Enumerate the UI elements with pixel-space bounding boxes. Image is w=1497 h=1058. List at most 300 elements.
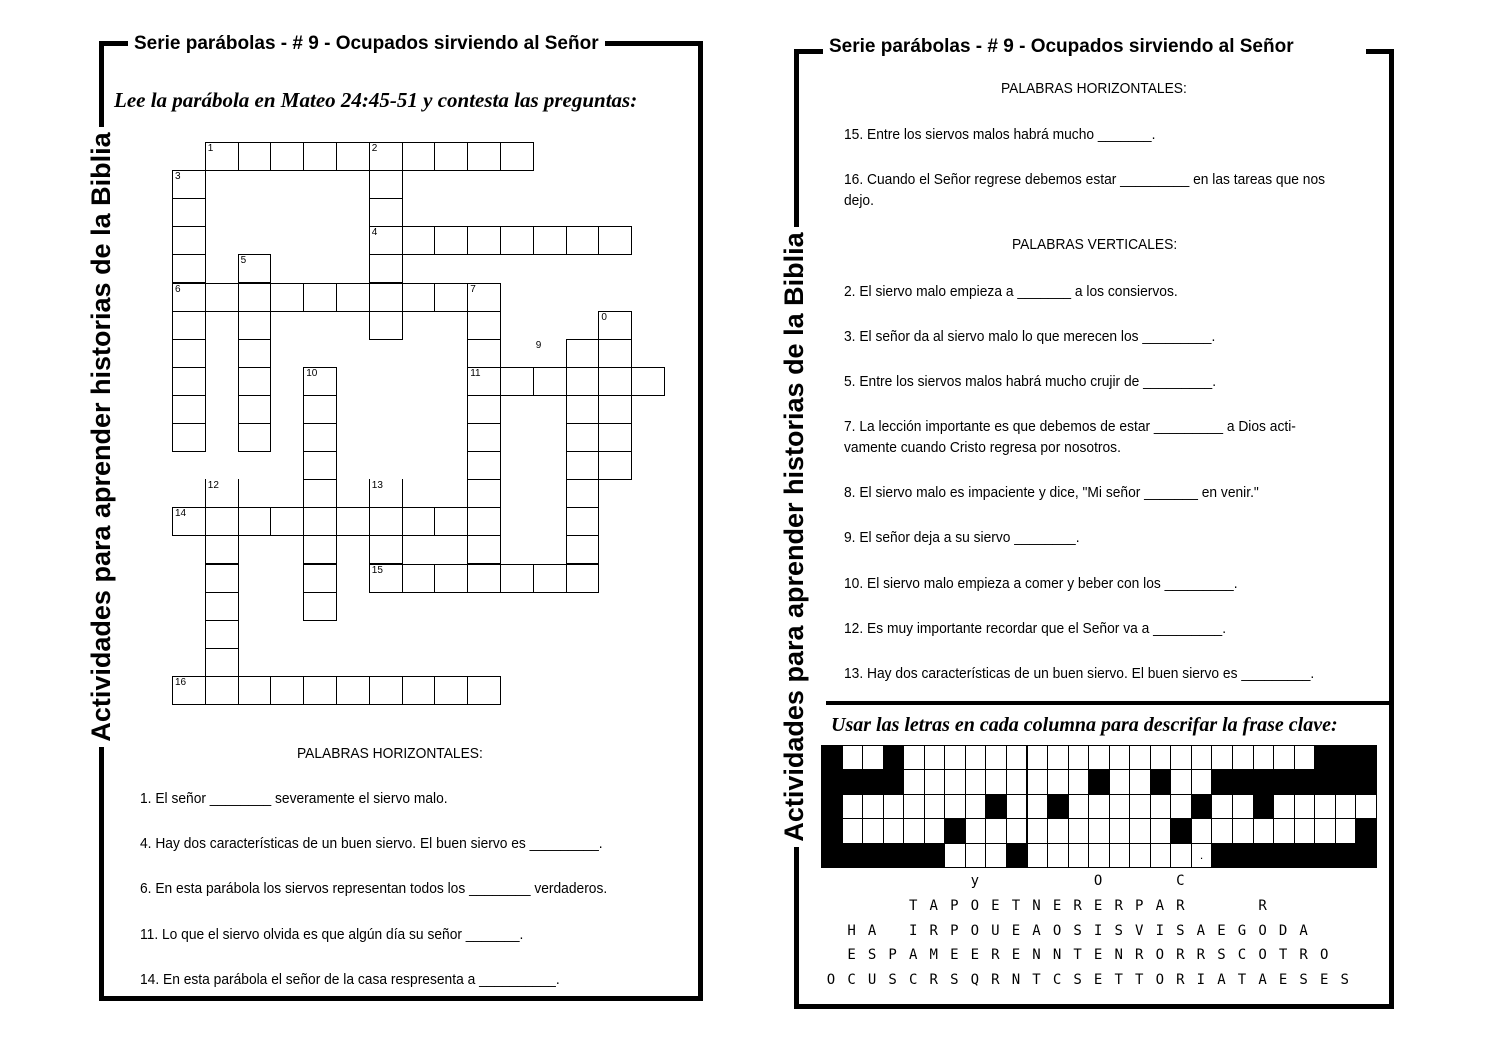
quote-grid-black-cell [1273,769,1295,794]
crossword-cell[interactable] [369,676,403,705]
quote-grid-cell[interactable] [965,745,987,770]
clue-h11: 11. Lo que el siervo olvida es que algún día su señor _______. [140,926,524,943]
quote-grid-black-cell [862,769,884,794]
quote-grid-cell[interactable] [1068,818,1090,843]
quote-grid-cell[interactable] [1232,818,1254,843]
quote-grid-black-cell [1355,818,1377,843]
crossword-cell[interactable] [303,535,337,564]
quote-grid-cell[interactable] [1088,818,1110,843]
quote-grid-cell[interactable] [1109,818,1131,843]
crossword-cell[interactable] [369,311,403,340]
crossword-number: 9 [535,339,542,351]
clue-v7: 7. La lección importante es que debemos de estar _________ a Dios acti- [844,418,1296,435]
column-letter: T [1135,972,1144,988]
crossword-cell[interactable] [172,198,206,227]
crossword-cell[interactable] [172,311,206,340]
quote-grid-black-cell [842,843,864,868]
quote-grid-cell[interactable] [924,794,946,819]
column-letter: E [847,947,856,963]
clue-v10: 10. El siervo malo empieza a comer y beber con los _________. [844,575,1238,592]
crossword-cell[interactable] [598,451,632,480]
crossword-cell[interactable] [238,676,272,705]
column-letter: O [1093,873,1103,889]
column-letter: R [1258,898,1267,914]
left-instruction: Lee la parábola en Mateo 24:45-51 y contesta las preguntas: [114,88,638,112]
quote-grid-cell[interactable] [903,745,925,770]
clue-v7-cont: vamente cuando Cristo regresa por nosotros. [844,439,1121,456]
quote-grid-cell[interactable] [1006,769,1028,794]
column-letter: S [867,947,877,963]
quote-grid-black-cell [1047,794,1069,819]
crossword-cell[interactable] [598,339,632,368]
left-series-title: Serie parábolas - # 9 - Ocupados sirviendo al Señor [128,32,605,56]
quote-grid-black-cell [1314,769,1336,794]
crossword-cell[interactable] [336,142,370,171]
crossword-number: 1 [207,143,214,154]
crossword-cell[interactable] [303,564,337,593]
crossword-cell[interactable] [598,423,632,452]
crossword-cell[interactable] [238,283,272,312]
crossword-cell[interactable] [205,592,239,621]
quote-grid-cell[interactable] [1047,818,1069,843]
crossword-number: 16 [175,676,187,688]
quote-grid-cell[interactable] [1068,843,1090,868]
quote-grid-cell[interactable] [1027,769,1049,794]
column-letter: U [991,923,1000,939]
crossword-cell[interactable] [467,423,501,452]
column-letter: R [1176,898,1185,914]
quote-grid-cell[interactable] [1253,745,1275,770]
left-side-title: Actividades para aprender historias de la Biblia [81,127,121,747]
crossword-cell[interactable] [238,395,272,424]
column-letter: U [867,972,877,988]
quote-grid-cell[interactable] [1088,745,1110,770]
column-letter: A [867,923,877,939]
crossword-cell[interactable] [402,507,436,536]
crossword-cell[interactable] [402,676,436,705]
quote-grid-cell[interactable] [1335,818,1357,843]
column-letter: O [1155,947,1165,963]
crossword-cell[interactable] [467,339,501,368]
crossword-cell[interactable] [467,311,501,340]
column-letter: C [847,972,856,988]
crossword-cell[interactable] [533,226,567,255]
quote-grid-cell[interactable] [1047,843,1069,868]
crossword-cell[interactable] [303,451,337,480]
quote-grid-cell[interactable] [903,794,925,819]
quote-grid-cell[interactable] [1027,745,1049,770]
crossword-cell[interactable] [238,507,272,536]
column-letter: I [1093,923,1103,939]
quote-grid-cell[interactable] [1294,745,1316,770]
crossword-cell[interactable] [467,676,501,705]
quote-grid-cell[interactable] [944,794,966,819]
crossword-number: 7 [470,283,476,295]
crossword-cell[interactable] [467,564,501,593]
crossword-cell[interactable] [434,142,468,171]
column-letter: O [1319,947,1329,963]
crossword-cell[interactable] [205,507,239,536]
quote-grid-cell[interactable] [1150,745,1172,770]
crossword-number: 5 [240,255,247,267]
quote-grid-cell[interactable] [1232,794,1254,819]
quote-grid-black-cell [1335,843,1357,868]
crossword-number: 6 [175,283,181,295]
clue-v12: 12. Es muy importante recordar que el Señor va a _________. [844,620,1227,637]
quote-grid-cell[interactable] [965,769,987,794]
crossword-cell[interactable] [303,592,337,621]
column-letter: R [991,972,1000,988]
right-frame-divider [826,701,1394,705]
column-letter: I [1155,923,1165,939]
quote-grid-cell[interactable] [1027,843,1049,868]
quote-grid-cell[interactable] [883,818,905,843]
quote-grid-cell[interactable] [1027,794,1049,819]
quote-grid-black-cell [862,843,884,868]
quote-grid-cell[interactable] [985,769,1007,794]
crossword-cell[interactable] [467,451,501,480]
crossword-cell[interactable] [500,226,534,255]
right-vertical-heading: PALABRAS VERTICALES: [1012,236,1178,253]
crossword-cell[interactable] [205,535,239,564]
quote-grid-cell[interactable] [1129,794,1151,819]
quote-grid-cell[interactable] [1314,818,1336,843]
column-letter: S [1217,947,1226,963]
crossword-cell[interactable] [172,423,206,452]
clue-h16-cont: dejo. [844,192,874,209]
crossword-number: 3 [175,171,181,183]
crossword-cell[interactable] [598,367,632,396]
crossword-cell[interactable] [369,507,403,536]
clue-h16: 16. Cuando el Señor regrese debemos estar _________ en las tareas que nos [844,171,1326,188]
quote-grid-cell[interactable] [1273,794,1295,819]
column-letter: R [1176,947,1185,963]
quote-grid-cell[interactable] [1068,769,1090,794]
quote-grid-cell[interactable] [1047,745,1069,770]
quote-grid-cell[interactable] [1150,843,1172,868]
crossword-cell[interactable] [238,311,272,340]
crossword-cell[interactable] [402,564,436,593]
right-frame-bottom [794,1004,1394,1009]
crossword-cell[interactable] [270,283,304,312]
quote-grid-cell[interactable] [1294,818,1316,843]
quote-grid-cell[interactable] [924,769,946,794]
quote-grid-cell[interactable] [924,745,946,770]
crossword-cell[interactable] [303,479,337,508]
crossword-cell[interactable] [205,648,239,677]
quote-grid-cell[interactable] [1191,818,1213,843]
crossword-cell[interactable] [566,395,600,424]
crossword-cell[interactable] [500,564,534,593]
quote-grid-cell[interactable] [862,745,884,770]
quote-grid-cell[interactable] [1129,818,1151,843]
quote-grid-black-cell [1232,769,1254,794]
right-series-title: Serie parábolas - # 9 - Ocupados sirviendo al Señor [823,35,1300,59]
column-letter: A [1196,923,1206,939]
crossword-cell[interactable] [566,479,600,508]
quote-grid-cell[interactable] [1047,769,1069,794]
crossword-cell[interactable] [238,367,272,396]
crossword-cell[interactable] [238,423,272,452]
quote-grid-black-cell [1314,843,1336,868]
crossword-cell[interactable] [205,676,239,705]
quote-grid-cell[interactable] [842,794,864,819]
crossword-cell[interactable] [566,423,600,452]
crossword-cell[interactable] [467,535,501,564]
quote-grid-cell[interactable] [1314,794,1336,819]
quote-grid-cell[interactable] [1150,818,1172,843]
quote-grid-black-cell [924,843,946,868]
crossword-cell[interactable] [434,226,468,255]
quote-grid-cell[interactable] [1211,745,1233,770]
column-letter: O [1155,972,1165,988]
quote-grid-cell[interactable] [985,745,1007,770]
crossword-cell[interactable] [566,535,600,564]
clue-v8: 8. El siervo malo es impaciente y dice, "Mi señor _______ en venir." [844,484,1259,501]
quote-grid-cell[interactable] [1088,843,1110,868]
crossword-cell[interactable] [270,507,304,536]
crossword-cell[interactable] [369,170,403,199]
quote-grid-cell[interactable] [965,794,987,819]
column-letter: C [908,972,918,988]
quote-grid-black-cell [842,769,864,794]
quote-grid-black-cell [1253,794,1275,819]
column-letter: S [1114,923,1123,939]
clue-h4: 4. Hay dos características de un buen siervo. El buen siervo es _________. [140,835,603,852]
crossword-cell[interactable] [205,283,239,312]
crossword-cell[interactable] [566,339,600,368]
quote-grid-cell[interactable] [903,769,925,794]
quote-grid-cell[interactable] [1068,745,1090,770]
quote-grid-black-cell [1211,769,1233,794]
crossword-number: 11 [470,367,481,379]
column-letter: O [1052,923,1062,939]
quote-grid-black-cell [883,745,905,770]
quote-grid-black-cell [1314,745,1336,770]
quote-grid-black-cell [944,818,966,843]
crossword-cell[interactable] [631,367,665,396]
column-letter: R [1073,898,1082,914]
quote-grid-cell[interactable] [1211,794,1233,819]
crossword-cell[interactable] [238,142,272,171]
quote-grid-cell[interactable] [924,818,946,843]
column-letter: A [1032,923,1041,939]
quote-grid-cell[interactable] [1273,745,1295,770]
crossword-cell[interactable] [303,676,337,705]
quote-grid-cell[interactable] [1109,745,1131,770]
crossword-cell[interactable] [402,283,436,312]
quote-grid-cell[interactable] [1068,794,1090,819]
quote-grid-black-cell [985,794,1007,819]
crossword-cell[interactable] [303,507,337,536]
quote-grid-cell[interactable] [985,818,1007,843]
quote-grid-black-cell [1211,843,1233,868]
column-letter: T [1114,972,1123,988]
clue-v3: 3. El señor da al siervo malo lo que merecen los _________. [844,328,1216,345]
crossword-cell[interactable] [402,226,436,255]
quote-grid-cell[interactable] [1170,745,1192,770]
column-letter: N [1052,947,1062,963]
quote-grid-cell[interactable] [1273,818,1295,843]
crossword-cell[interactable] [270,142,304,171]
quote-grid-cell[interactable] [1006,818,1028,843]
crossword-cell[interactable] [467,507,501,536]
column-letter: T [1237,972,1247,988]
quote-grid-cell[interactable] [1294,794,1316,819]
quote-grid-black-cell [1232,843,1254,868]
quote-grid-cell[interactable] [1129,843,1151,868]
crossword-rule [402,479,403,507]
quote-grid-cell[interactable] [903,818,925,843]
column-letter: V [1135,923,1144,939]
column-letter: A [908,947,918,963]
crossword-cell[interactable] [566,564,600,593]
quote-grid-cell[interactable] [1129,745,1151,770]
crossword-cell[interactable] [434,507,468,536]
crossword-cell[interactable] [467,142,501,171]
crossword-cell[interactable] [303,283,337,312]
quote-grid-cell[interactable] [985,843,1007,868]
crossword-cell[interactable] [402,142,436,171]
crossword-cell[interactable] [369,198,403,227]
quote-grid-cell[interactable] [1150,794,1172,819]
quote-grid-cell[interactable] [862,818,884,843]
crossword-cell[interactable] [467,395,501,424]
crossword-cell[interactable] [205,564,239,593]
quote-grid-cell[interactable] [1211,818,1233,843]
quote-grid-black-cell [821,818,843,843]
column-letter: E [970,947,980,963]
quote-grid-cell[interactable] [1109,843,1131,868]
crossword-cell[interactable] [369,283,403,312]
crossword-cell[interactable] [533,564,567,593]
crossword-cell[interactable] [336,507,370,536]
crossword-cell[interactable] [598,226,632,255]
crossword-cell[interactable] [172,395,206,424]
column-letter: S [950,972,959,988]
quote-grid-black-cell [1335,769,1357,794]
crossword-cell[interactable] [172,367,206,396]
left-frame-right-tick [680,41,702,46]
column-letter: R [1196,947,1206,963]
crossword-cell[interactable] [172,339,206,368]
quote-grid-cell[interactable] [883,794,905,819]
quote-grid-cell[interactable] [1006,745,1028,770]
column-letter: A [1258,972,1267,988]
crossword-cell[interactable] [566,451,600,480]
quote-grid-black-cell [1150,769,1172,794]
quote-grid-cell[interactable] [1191,745,1213,770]
column-letter: P [1135,898,1144,914]
quote-grid-cell[interactable] [1006,794,1028,819]
column-letter: R [1176,972,1185,988]
column-letter: E [1052,898,1062,914]
crossword-cell[interactable] [434,676,468,705]
column-letter: S [1176,923,1185,939]
crossword-cell[interactable] [566,507,600,536]
quote-grid-cell[interactable] [1109,794,1131,819]
crossword-cell[interactable] [434,564,468,593]
crossword-number: 14 [175,508,187,520]
quote-grid-cell[interactable] [1109,769,1131,794]
quote-grid-cell[interactable] [1088,794,1110,819]
crossword-cell[interactable] [172,254,206,283]
quote-grid-cell[interactable] [1129,769,1151,794]
crossword-cell[interactable] [303,395,337,424]
crossword-number: 2 [371,143,378,154]
column-letter: E [1319,972,1329,988]
crossword-cell[interactable] [566,367,600,396]
crossword-cell[interactable] [303,423,337,452]
left-frame-bottom [99,996,703,1001]
quote-grid-black-cell [1088,769,1110,794]
quote-grid-cell[interactable] [1253,818,1275,843]
column-letter: N [1114,947,1123,963]
crossword-cell[interactable] [598,395,632,424]
quote-grid-cell[interactable] [1170,769,1192,794]
crossword-cell[interactable] [369,535,403,564]
crossword-cell[interactable] [172,226,206,255]
quote-grid-cell[interactable] [842,818,864,843]
quote-grid-cell[interactable] [1335,794,1357,819]
crossword-rule [369,479,370,507]
crossword-cell[interactable] [467,479,501,508]
column-letter: N [1032,947,1041,963]
crossword-cell[interactable] [467,226,501,255]
column-letter: S [1340,972,1349,988]
column-letter: O [1258,947,1267,963]
crossword-cell[interactable] [336,676,370,705]
crossword-cell[interactable] [336,283,370,312]
quote-grid-cell[interactable] [944,769,966,794]
crossword-cell[interactable] [270,676,304,705]
quote-grid-cell[interactable] [944,745,966,770]
crossword-cell[interactable] [533,367,567,396]
column-letter: S [888,972,897,988]
crossword-cell[interactable] [566,226,600,255]
column-letter: S [1073,972,1082,988]
quote-grid-black-cell [1273,843,1295,868]
quote-grid-cell[interactable] [1170,794,1192,819]
quote-grid-cell[interactable] [1191,769,1213,794]
quote-grid-cell[interactable] [944,843,966,868]
crossword-cell[interactable] [500,367,534,396]
crossword-cell[interactable] [238,339,272,368]
column-letter: C [1052,972,1062,988]
quote-grid-cell[interactable] [1232,745,1254,770]
crossword-rule [238,479,239,507]
quote-grid-cell[interactable] [862,794,884,819]
quote-grid-black-cell [1294,843,1316,868]
column-letter: C [1176,873,1185,889]
quote-grid-cell[interactable] [1170,843,1192,868]
crossword-cell[interactable] [369,254,403,283]
quote-grid-cell[interactable] [1027,818,1049,843]
quote-grid-black-cell [821,769,843,794]
column-letter: R [929,923,938,939]
crossword-cell[interactable] [303,142,337,171]
crossword-number: 4 [371,227,378,239]
quote-grid-cell[interactable] [965,818,987,843]
quote-grid-cell[interactable] [965,843,987,868]
clue-v5: 5. Entre los siervos malos habrá mucho crujir de _________. [844,373,1217,390]
crossword-cell[interactable] [500,142,534,171]
quote-grid-cell[interactable] [1355,794,1377,819]
quote-grid-cell[interactable] [842,745,864,770]
crossword-cell[interactable] [205,620,239,649]
quote-grid-black-cell [1170,818,1192,843]
crossword-cell[interactable] [434,283,468,312]
